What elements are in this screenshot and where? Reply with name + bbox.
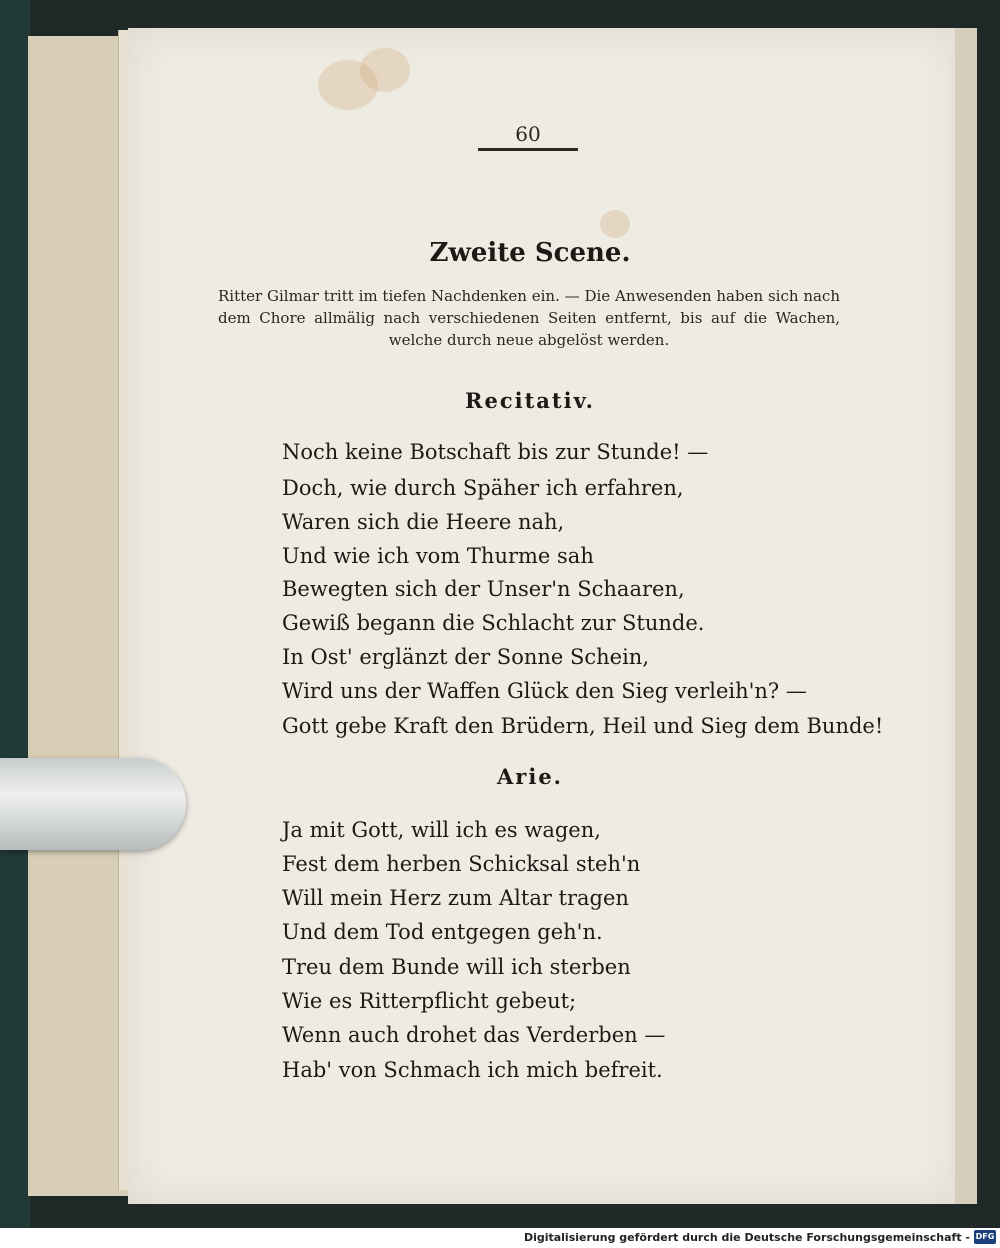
- dfg-logo: DFG: [974, 1230, 996, 1244]
- verse-line: Gott gebe Kraft den Brüdern, Heil und Sieg dem Bunde!: [282, 714, 884, 738]
- verse-line: Ja mit Gott, will ich es wagen,: [282, 818, 601, 842]
- verse-line: Fest dem herben Schicksal steh'n: [282, 852, 641, 876]
- verse-line: Gewiß begann die Schlacht zur Stunde.: [282, 611, 705, 635]
- recitativ-heading: Recitativ.: [465, 388, 595, 413]
- page-right-edge: [955, 28, 977, 1204]
- verse-line: Und wie ich vom Thurme sah: [282, 544, 594, 568]
- verse-line: Und dem Tod entgegen geh'n.: [282, 920, 603, 944]
- scene-title: Zweite Scene.: [429, 238, 631, 268]
- page-stain: [360, 48, 410, 92]
- verse-line: Wenn auch drohet das Verderben —: [282, 1023, 666, 1047]
- verse-line: Treu dem Bunde will ich sterben: [282, 955, 631, 979]
- verse-line: Will mein Herz zum Altar tragen: [282, 886, 629, 910]
- verse-line: Hab' von Schmach ich mich befreit.: [282, 1058, 663, 1082]
- verse-line: Wie es Ritterpflicht gebeut;: [282, 989, 577, 1013]
- stage-direction: Ritter Gilmar tritt im tiefen Nachdenken ein. — Die Anwesenden haben sich nach dem Chore allmälig nach verschiedenen Seiten entfernt, bis auf die Wachen, welche durch neue abgelöst werden.: [218, 287, 840, 349]
- verse-line: Bewegten sich der Unser'n Schaaren,: [282, 577, 685, 601]
- page-holder-clip: [0, 758, 186, 850]
- page-number: 60: [515, 122, 541, 146]
- verse-line: Wird uns der Waffen Glück den Sieg verleih'n? —: [282, 679, 807, 703]
- page-number-rule: [478, 148, 578, 151]
- verse-line: Noch keine Botschaft bis zur Stunde! —: [282, 440, 709, 464]
- page-stain: [600, 210, 630, 238]
- arie-heading: Arie.: [496, 764, 563, 789]
- digitization-credit: Digitalisierung gefördert durch die Deutsche Forschungsgemeinschaft -: [523, 1231, 970, 1244]
- verse-line: Waren sich die Heere nah,: [282, 510, 565, 534]
- verse-line: In Ost' erglänzt der Sonne Schein,: [282, 645, 650, 669]
- verse-line: Doch, wie durch Späher ich erfahren,: [282, 476, 684, 500]
